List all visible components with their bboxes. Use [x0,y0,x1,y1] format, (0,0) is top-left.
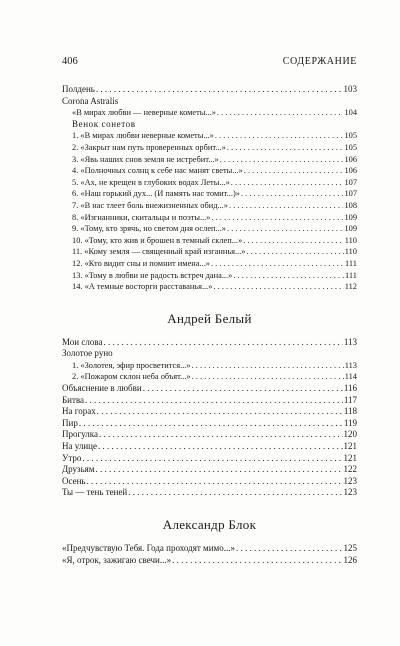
toc-entry-title: 14. «А темные восторги расставанья...» [72,282,213,292]
toc-entry [62,453,357,465]
toc-entry [62,258,357,270]
page-header [62,56,357,70]
toc-entry-page: 125 [343,543,357,553]
toc-entry-title: Мои слова [62,336,103,347]
toc-entry-page: 121 [343,441,357,452]
dot-leader [87,476,343,488]
toc-entry-title: 3. «Явь наших снов земля не истребит...» [72,154,219,164]
dot-leader [211,212,343,224]
toc-entry [62,212,357,224]
toc-entry-title: Полдень [62,84,95,94]
toc-entry-title: Объяснение в любви [62,383,142,394]
toc-entry [62,177,357,189]
dot-leader [246,246,343,258]
toc-entry [62,270,357,282]
toc-entry-title: Друзьям [62,464,95,475]
dot-leader [97,406,343,418]
toc-entry-page: 123 [343,475,357,486]
dot-leader [211,258,344,270]
toc-section-bely [62,337,357,499]
toc-entry-page: 106 [344,154,357,164]
dot-leader [215,130,344,142]
toc-entry [62,418,357,430]
toc-entry-page: 111 [345,270,357,280]
dot-leader [128,487,342,499]
toc-entry-title: Прогулка [62,429,99,440]
toc-entry [62,130,357,142]
toc-entry [62,142,357,154]
toc-entry-page: 120 [343,429,357,440]
dot-leader [99,429,342,441]
dot-leader [243,235,344,247]
running-head-title: СОДЕРЖАНИЕ [282,56,357,67]
toc-entry [62,476,357,488]
toc-entry-page: 112 [344,282,357,292]
toc-entry-title: 4. «Полночных солнц к себе нас манят светы...» [72,166,243,176]
toc-entry [62,487,357,499]
toc-entry-title: Утро [62,452,82,463]
toc-entry-title: 2. «Закрыт нам путь проверенных орбит...» [72,142,226,152]
toc-entry [62,371,357,383]
toc-entry-page: 122 [343,464,357,475]
dot-leader [217,107,344,119]
toc-entry [62,188,357,200]
toc-entry [62,223,357,235]
dot-leader [103,337,342,349]
toc-entry-page: 110 [344,235,357,245]
toc-entry-page: 105 [344,131,357,141]
dot-leader [244,165,344,177]
dot-leader [82,453,342,465]
toc-entry-page: 107 [344,189,357,199]
dot-leader [233,270,344,282]
toc-entry [62,235,357,247]
toc-entry-page: 123 [343,487,357,498]
author-heading-blok: Александр Блок [162,517,257,532]
toc-entry-page: 114 [344,372,357,382]
toc-entry [62,200,357,212]
dot-leader [241,188,343,200]
toc-subheading: Венок сонетов [72,118,136,129]
toc-entry-page: 121 [343,452,357,463]
toc-entry-title: «Я, отрок, зажигаю свечи...» [62,554,172,565]
toc-entry-title: Ты — тень теней [62,487,128,498]
toc-entry-title: 6. «Наш горький дух... (И память нас томит...)» [72,189,240,199]
toc-entry-page: 117 [343,394,357,405]
dot-leader [227,223,343,235]
toc-section-ivanov [62,84,357,293]
toc-entry [62,395,357,407]
toc-entry-page: 107 [344,177,357,187]
toc-entry-title: На улице [62,441,97,452]
toc-entry-page: 109 [344,212,357,222]
dot-leader [213,281,343,293]
dot-leader [85,395,343,407]
dot-leader [236,543,343,555]
toc-group-title: Corona Astralis [62,95,119,106]
dot-leader [143,383,343,395]
toc-entry-title: На горах [62,406,96,417]
toc-entry [62,441,357,453]
dot-leader [79,418,343,430]
toc-entry-title: 1. «Золотея, эфир просветится...» [72,360,191,370]
toc-entry-page: 109 [344,224,357,234]
toc-entry-title: «Предчувствую Тебя. Года проходят мимо...» [62,543,235,553]
toc-entry-page: 116 [343,383,357,394]
toc-entry-title: 1. «В мирах любви неверные кометы...» [72,131,214,141]
toc-entry-title: 13. «Тому в любви не радость встреч дана...» [72,270,233,280]
toc-entry-title: 9. «Тому, кто зрячь, но светом дня ослеп...» [72,224,226,234]
toc-entry-page: 105 [344,142,357,152]
dot-leader [96,84,343,96]
toc-entry-title: Осень [62,475,86,486]
toc-entry-page: 104 [344,108,357,118]
dot-leader [172,555,342,567]
toc-entry [62,555,357,567]
toc-entry [62,165,357,177]
toc-entry-title: 12. «Кто видит сны и помнит имена...» [72,258,210,268]
toc-entry [62,383,357,395]
toc-entry [62,154,357,166]
toc-entry-title: 11. «Кому земля — священный край изганнья...» [72,247,246,257]
toc-entry [62,406,357,418]
dot-leader [98,441,343,453]
dot-leader [229,200,343,212]
dot-leader [96,464,343,476]
toc-entry [62,84,357,96]
toc-entry-title: Пир [62,417,78,428]
toc-entry [62,543,357,555]
toc-entry-title: Битва [62,394,85,405]
toc-group-title: Золотое руно [62,348,113,359]
toc-entry [62,464,357,476]
toc-entry-title: 5. «Ах, не крещен в глубоких водах Леты...» [72,177,230,187]
toc-section-blok [62,543,357,566]
toc-entry [62,246,357,258]
toc-entry [62,429,357,441]
dot-leader [231,177,344,189]
toc-entry-title: «В мирах любви — неверные кометы...» [72,108,216,118]
toc-entry-page: 110 [344,247,357,257]
toc-entry [62,337,357,349]
author-heading-bely: Андрей Белый [167,310,252,326]
toc-entry-page: 111 [345,258,357,268]
page-number: 406 [62,56,78,67]
dot-leader [192,371,344,383]
toc-entry-title: 7. «В нас тлеет боль внежизненных обид...» [72,200,228,210]
dot-leader [227,142,344,154]
dot-leader [220,154,344,166]
toc-entry-page: 108 [344,200,357,210]
dot-leader [192,360,344,372]
toc-entry-page: 113 [343,336,357,347]
toc-entry-title: 2. «Пожаром склон неба объят...» [72,372,191,382]
toc-entry-title: 8. «Изгнанники, скитальцы и поэты...» [72,212,211,222]
toc-entry-page: 106 [344,166,357,176]
toc-entry-page: 126 [343,554,357,565]
toc-entry-page: 118 [343,406,357,417]
toc-entry-page: 119 [343,417,357,428]
toc-entry [62,360,357,372]
toc-entry-page: 113 [344,360,357,370]
toc-entry-title: 10. «Тому, кто жив и брошен в темный склеп...» [72,235,243,245]
table-of-contents [62,84,357,566]
toc-entry [62,107,357,119]
toc-entry-page: 103 [343,84,357,94]
toc-entry [62,281,357,293]
